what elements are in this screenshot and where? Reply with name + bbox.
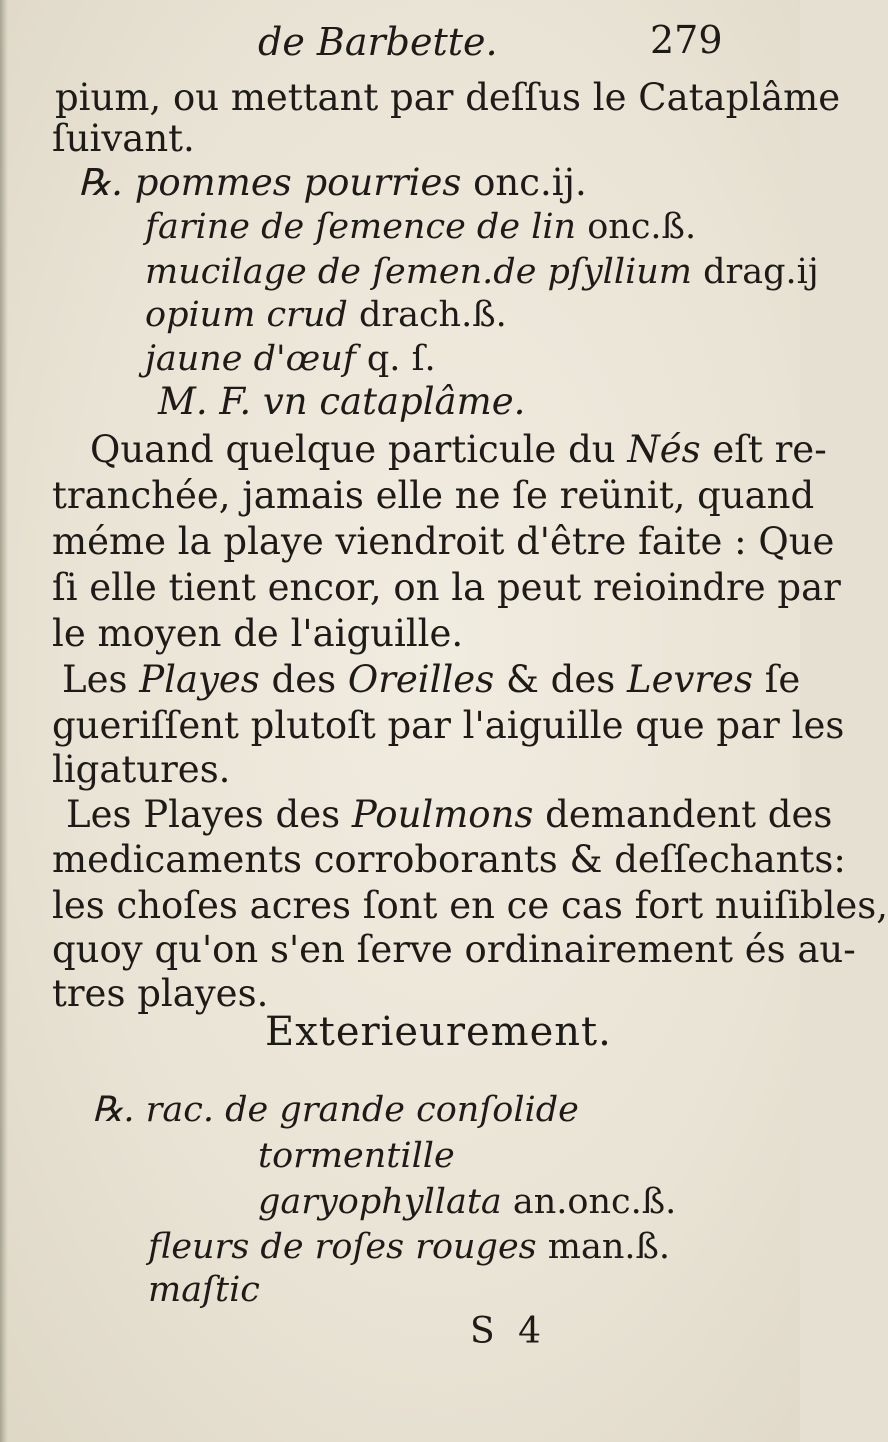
- text-run: demandent des: [533, 793, 833, 836]
- italic-text-run: jaune d'œuf: [145, 339, 356, 379]
- text-line: [52, 704, 844, 748]
- text-run: le moyen de l'aiguille.: [52, 612, 464, 655]
- text-line: [52, 748, 230, 792]
- text-run: onc.ij.: [461, 161, 587, 204]
- text-run: ſuivant.: [52, 117, 195, 160]
- italic-text-run: farine de ſemence de lin: [145, 207, 577, 247]
- text-run: pium, ou mettant par deſſus le Cataplâme: [55, 76, 841, 119]
- italic-text-run: garyophyllata: [258, 1182, 502, 1222]
- section-heading: Exterieurement.: [265, 1009, 612, 1055]
- text-run: Quand quelque particule du: [90, 428, 628, 471]
- text-line: [52, 928, 856, 972]
- text-line: [52, 474, 814, 518]
- italic-text-run: Poulmons: [351, 793, 534, 836]
- text-run: an.onc.ß.: [501, 1182, 677, 1222]
- text-line: [55, 76, 840, 120]
- text-run: ligatures.: [52, 748, 231, 791]
- recipe-line: [148, 1225, 670, 1269]
- text-line: [158, 380, 525, 424]
- text-line: [52, 612, 463, 656]
- text-run: des: [259, 658, 348, 701]
- text-run: Les Playes des: [66, 793, 352, 836]
- text-run: drach.ß.: [347, 295, 507, 335]
- italic-text-run: Oreilles: [347, 658, 495, 701]
- text-line: [52, 566, 841, 610]
- signature-mark: S 4: [470, 1311, 548, 1352]
- text-run: ſe: [752, 658, 801, 701]
- text-run: tres playes.: [52, 972, 269, 1015]
- italic-text-run: ℞. rac. de grande conſolide: [92, 1090, 579, 1130]
- text-run: tranchée, jamais elle ne ſe reünit, quand: [52, 474, 815, 517]
- recipe-line: [92, 1088, 579, 1132]
- text-run: medicaments corroborants & deſſechants:: [52, 838, 846, 881]
- text-run: onc.ß.: [576, 207, 697, 247]
- text-run: eſt re-: [700, 428, 827, 471]
- text-line: [52, 838, 846, 882]
- italic-text-run: Levres: [627, 658, 753, 701]
- recipe-line: [148, 1268, 260, 1312]
- text-line: [52, 972, 268, 1016]
- italic-text-run: Nés: [627, 428, 701, 471]
- text-line: [66, 793, 832, 837]
- italic-text-run: ℞. pommes pourries: [78, 161, 462, 204]
- text-line: [52, 117, 195, 161]
- italic-text-run: fleurs de roſes rouges: [148, 1227, 537, 1267]
- italic-text-run: opium crud: [145, 295, 348, 335]
- text-line: [145, 205, 696, 249]
- text-run: les choſes acres ſont en ce cas fort nuiſibles,: [52, 884, 888, 927]
- text-run: q. ſ.: [355, 339, 436, 379]
- text-run: quoy qu'on s'en ſerve ordinairement és au-: [52, 928, 856, 971]
- page-number: 279: [650, 18, 723, 62]
- italic-text-run: tormentille: [258, 1136, 455, 1176]
- text-run: gueriſſent plutoſt par l'aiguille que par les: [52, 704, 845, 747]
- text-line: [62, 658, 800, 702]
- italic-text-run: mucilage de ſemen.de pſyllium: [145, 252, 692, 292]
- text-line: [90, 428, 827, 472]
- text-run: drag.ij: [692, 252, 819, 292]
- text-line: [145, 293, 507, 337]
- recipe-line: [258, 1180, 676, 1224]
- text-run: méme la playe viendroit d'être faite : Que: [52, 520, 835, 563]
- text-line: [145, 250, 819, 294]
- italic-text-run: Playes: [139, 658, 260, 701]
- text-run: man.ß.: [536, 1227, 670, 1267]
- text-line: [52, 520, 834, 564]
- text-line: [52, 884, 888, 928]
- recipe-line: [258, 1134, 455, 1178]
- text-run: & des: [494, 658, 627, 701]
- text-run: ſi elle tient encor, on la peut reioindre par: [52, 566, 841, 609]
- page-edge-shadow: [0, 0, 8, 1442]
- text-run: Les: [62, 658, 140, 701]
- running-title: de Barbette.: [258, 20, 498, 64]
- italic-text-run: M. F. vn cataplâme.: [158, 380, 526, 423]
- italic-text-run: maſtic: [148, 1270, 260, 1310]
- text-line: [145, 337, 436, 381]
- text-line: [78, 161, 587, 205]
